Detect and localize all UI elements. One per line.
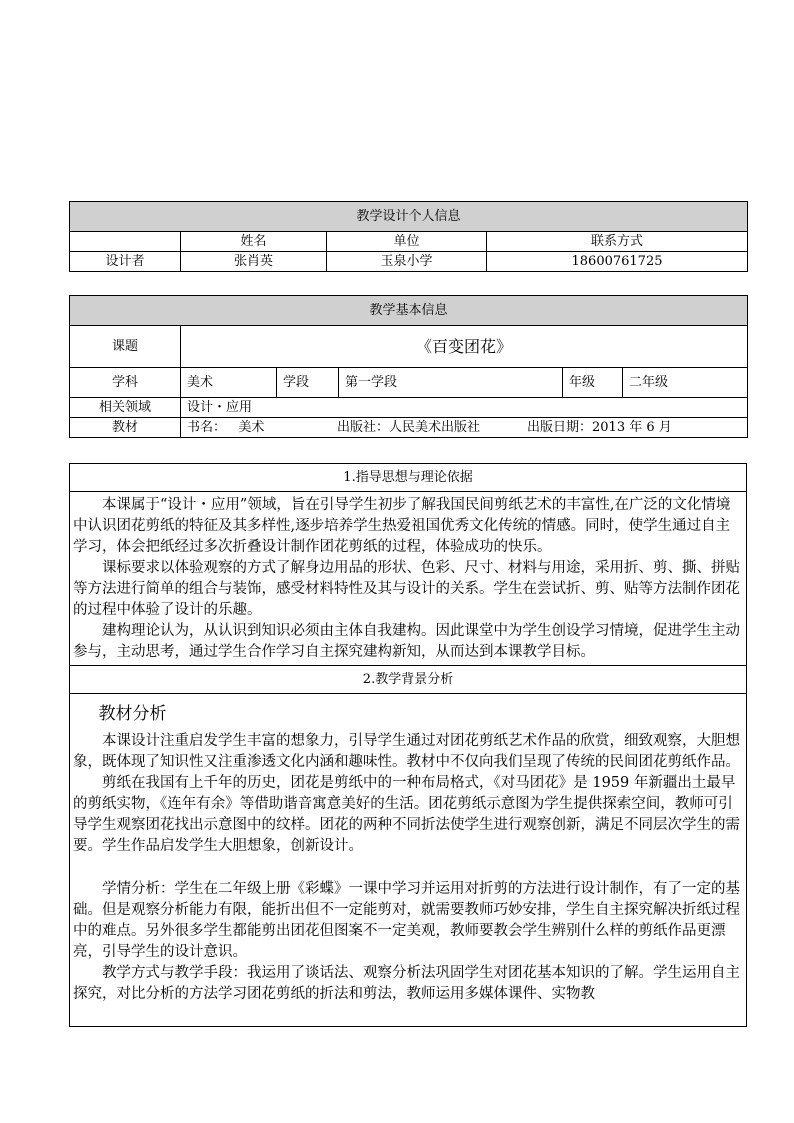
designer-contact: 18600761725 <box>487 252 748 272</box>
section2-paragraph: 本课设计注重启发学生丰富的想象力，引导学生通过对团花剪纸艺术作品的欣赏，细致观察，大胆想象，既体现了知识性又注重渗透文化内涵和趣味性。教材中不仅向我们呈现了传统的民间团花剪纸作品。 <box>73 733 740 770</box>
textbook-value <box>181 418 748 438</box>
publisher: 出版社：人民美术出版社 <box>337 419 481 435</box>
section2-paragraph: 教学方式与教学手段：我运用了谈话法、观察分析法巩固学生对团花基本知识的了解。学生运用自主探究，对比分析的方法学习团花剪纸的折法和剪法，教师运用多媒体课件、实物教 <box>73 965 740 1002</box>
section2-body <box>70 694 747 1027</box>
section1-body <box>70 492 747 666</box>
textbook-label: 教材 <box>70 418 181 438</box>
designer-label: 设计者 <box>70 252 181 272</box>
subject-label: 学科 <box>70 368 181 398</box>
section1-title: 1.指导思想与理论依据 <box>70 464 747 492</box>
basic-info-table <box>69 295 748 438</box>
field-label: 相关领域 <box>70 398 181 418</box>
field-value: 设计・应用 <box>181 398 748 418</box>
personal-info-header: 教学设计个人信息 <box>70 202 748 232</box>
section1-paragraph: 本课属于“设计・应用”领域，旨在引导学生初步了解我国民间剪纸艺术的丰富性,在广泛的文化情境中认识团花剪纸的特征及其多样性,逐步培养学生热爱祖国优秀文化传统的情感。同时，使学生通过自主学习，体会把纸经过多次折叠设计制作团花剪纸的过程，体验成功的快乐。 <box>73 497 731 555</box>
col-unit-label: 单位 <box>327 232 487 252</box>
section1-paragraph: 建构理论认为，从认识到知识必须由主体自我建构。因此课堂中为学生创设学习情境，促进学生主动参与，主动思考，通过学生合作学习自主探究建构新知，从而达到本课教学目标。 <box>73 623 740 660</box>
subject-value: 美术 <box>181 368 277 398</box>
book-name: 书名： 美术 <box>187 419 265 435</box>
section2-title: 2.教学背景分析 <box>70 666 747 694</box>
content-table <box>69 463 747 1027</box>
col-name-label: 姓名 <box>181 232 327 252</box>
col-contact-label: 联系方式 <box>487 232 748 252</box>
grade-value: 二年级 <box>623 368 748 398</box>
empty-cell <box>70 232 181 252</box>
personal-info-table <box>69 201 748 272</box>
section2-paragraph: 学情分析：学生在二年级上册《彩蝶》一课中学习并运用对折剪的方法进行设计制作，有了一定的基础。但是观察分析能力有限，能折出但不一定能剪对，就需要教师巧妙安排，学生自主探究解决折纸过程中的难点。另外很多学生都能剪出团花但图案不一定美观，教师要教会学生辨别什么样的剪纸作品更漂亮，引导学生的设计意识。 <box>73 881 740 960</box>
topic-label: 课题 <box>70 326 181 368</box>
grade-label: 年级 <box>563 368 623 398</box>
spacer <box>73 857 743 879</box>
basic-info-header: 教学基本信息 <box>70 296 748 326</box>
section2-subheading: 教材分析 <box>98 704 167 724</box>
stage-label: 学段 <box>277 368 339 398</box>
topic-value: 《百变团花》 <box>181 326 748 368</box>
publish-date: 出版日期：2013 年 6 月 <box>527 419 672 435</box>
stage-value: 第一学段 <box>339 368 563 398</box>
section2-paragraph: 剪纸在我国有上千年的历史，团花是剪纸中的一种布局格式，《对马团花》是 1959 年新疆出土最早的剪纸实物，《连年有余》等借助谐音寓意美好的生活。团花剪纸示意图为学生提供探索空间，教师可引导学生观察团花找出示意图中的纹样。团花的两种不同折法使学生进行观察创新，满足不同层次学生的需要。学生作品启发学生大胆想象，创新设计。 <box>73 775 740 854</box>
designer-name: 张肖英 <box>181 252 327 272</box>
designer-unit: 玉泉小学 <box>327 252 487 272</box>
section1-paragraph: 课标要求以体验观察的方式了解身边用品的形状、色彩、尺寸、材料与用途，采用折、剪、撕、拼贴等方法进行简单的组合与装饰，感受材料特性及其与设计的关系。学生在尝试折、剪、贴等方法制作团花的过程中体验了设计的乐趣。 <box>73 560 740 618</box>
